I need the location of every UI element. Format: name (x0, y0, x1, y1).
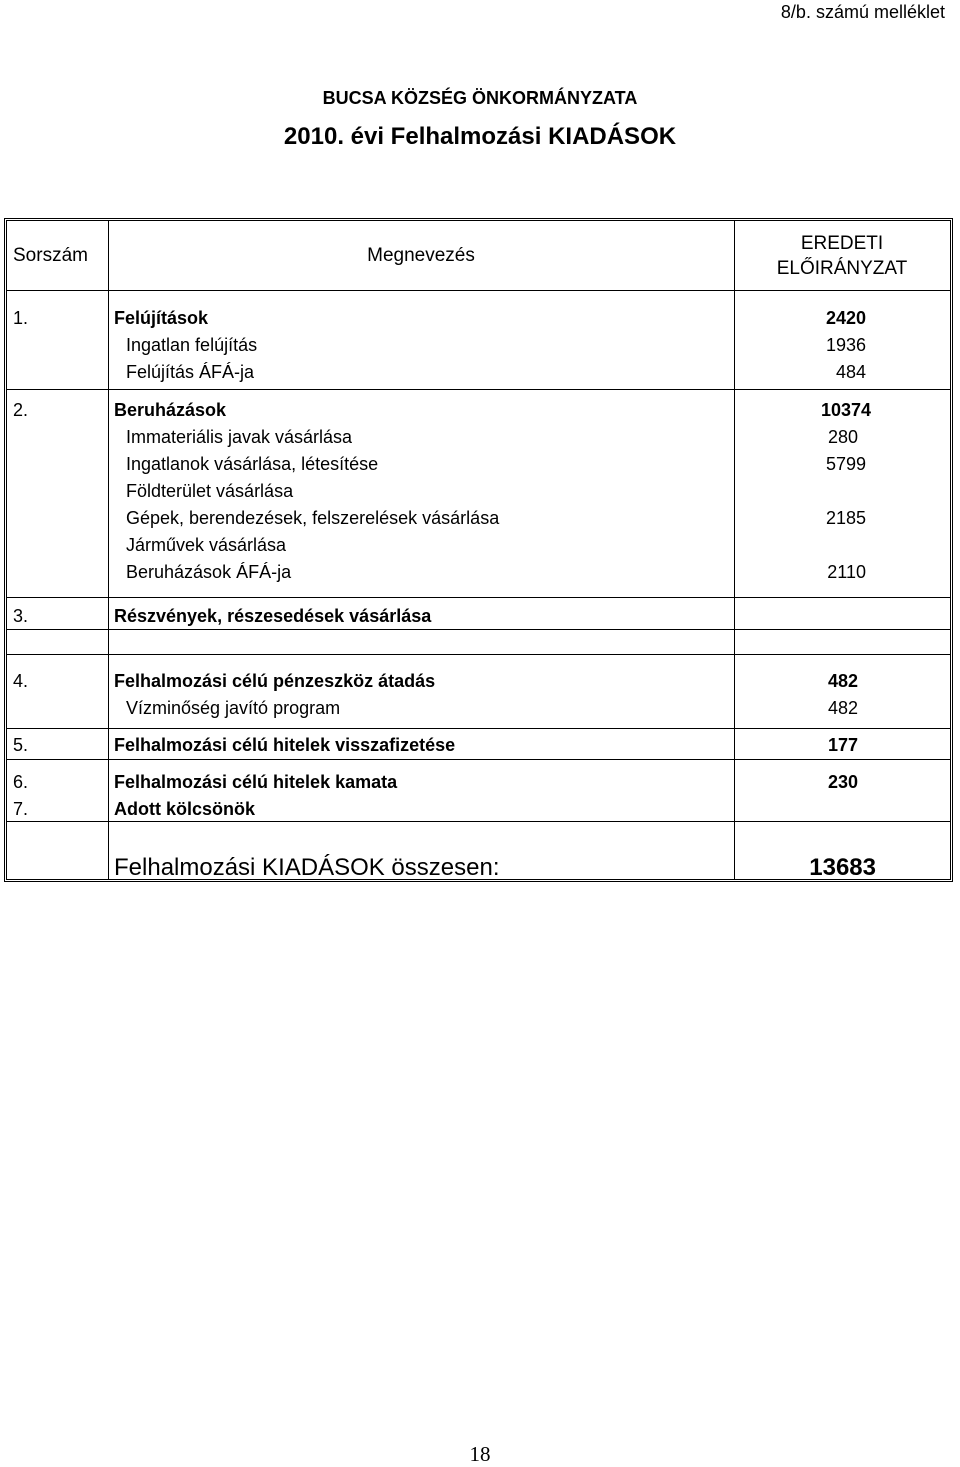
row-value: 230 (827, 772, 858, 792)
row-divider (7, 389, 950, 390)
row-number: 3. (13, 606, 29, 626)
row-number: 5. (13, 735, 29, 755)
row-divider (7, 728, 950, 729)
header-eredeti: EREDETI (800, 233, 884, 254)
row-number: 1. (13, 308, 29, 328)
annex-label: 8/b. számú melléklet (780, 2, 945, 22)
page-number: 18 (469, 1442, 491, 1466)
row-divider (7, 821, 950, 822)
organization-name: BUCSA KÖZSÉG ÖNKORMÁNYZATA (322, 88, 638, 108)
row-divider (7, 759, 950, 760)
header-megnevezes: Megnevezés (367, 245, 475, 266)
page-title: 2010. évi Felhalmozási KIADÁSOK (283, 123, 677, 150)
row-value: 10374 (820, 400, 871, 420)
total-value: 13683 (809, 854, 876, 881)
row-value: 2110 (827, 562, 866, 582)
row-value: 1936 (825, 335, 866, 355)
expenditure-table (4, 218, 953, 882)
row-value: 5799 (825, 454, 866, 474)
total-label: Felhalmozási KIADÁSOK összesen: (114, 854, 500, 881)
row-name: Gépek, berendezések, felszerelések vásárlása (126, 508, 500, 528)
row-name: Részvények, részesedések vásárlása (114, 606, 432, 626)
row-value: 482 (827, 671, 858, 691)
row-value: 484 (835, 362, 866, 382)
row-name: Beruházások (114, 400, 227, 420)
row-name: Ingatlan felújítás (126, 335, 258, 355)
row-name: Felhalmozási célú pénzeszköz átadás (114, 671, 436, 691)
row-value: 482 (827, 698, 858, 718)
row-name: Ingatlanok vásárlása, létesítése (126, 454, 379, 474)
row-value: 280 (827, 427, 858, 447)
header-eloiranyzat: ELŐIRÁNYZAT (776, 258, 908, 279)
header-sorszam: Sorszám (13, 245, 88, 266)
row-divider (7, 654, 950, 655)
row-number: 6. (13, 772, 29, 792)
row-value: 2185 (825, 508, 866, 528)
row-name: Földterület vásárlása (126, 481, 294, 501)
row-name: Immateriális javak vásárlása (126, 427, 353, 447)
row-name: Felhalmozási célú hitelek kamata (114, 772, 398, 792)
column-divider (108, 221, 109, 879)
row-name: Vízminőség javító program (126, 698, 341, 718)
row-number: 7. (13, 799, 29, 819)
row-number: 4. (13, 671, 29, 691)
row-divider (7, 629, 950, 630)
row-name: Felhalmozási célú hitelek visszafizetése (114, 735, 456, 755)
row-name: Beruházások ÁFÁ-ja (126, 562, 292, 582)
row-divider (7, 290, 950, 291)
row-number: 2. (13, 400, 29, 420)
row-value: 2420 (825, 308, 866, 328)
row-name: Járművek vásárlása (126, 535, 287, 555)
row-value: 177 (827, 735, 858, 755)
row-divider (7, 597, 950, 598)
row-name: Felújítás ÁFÁ-ja (126, 362, 255, 382)
row-name: Adott kölcsönök (114, 799, 256, 819)
row-name: Felújítások (114, 308, 209, 328)
